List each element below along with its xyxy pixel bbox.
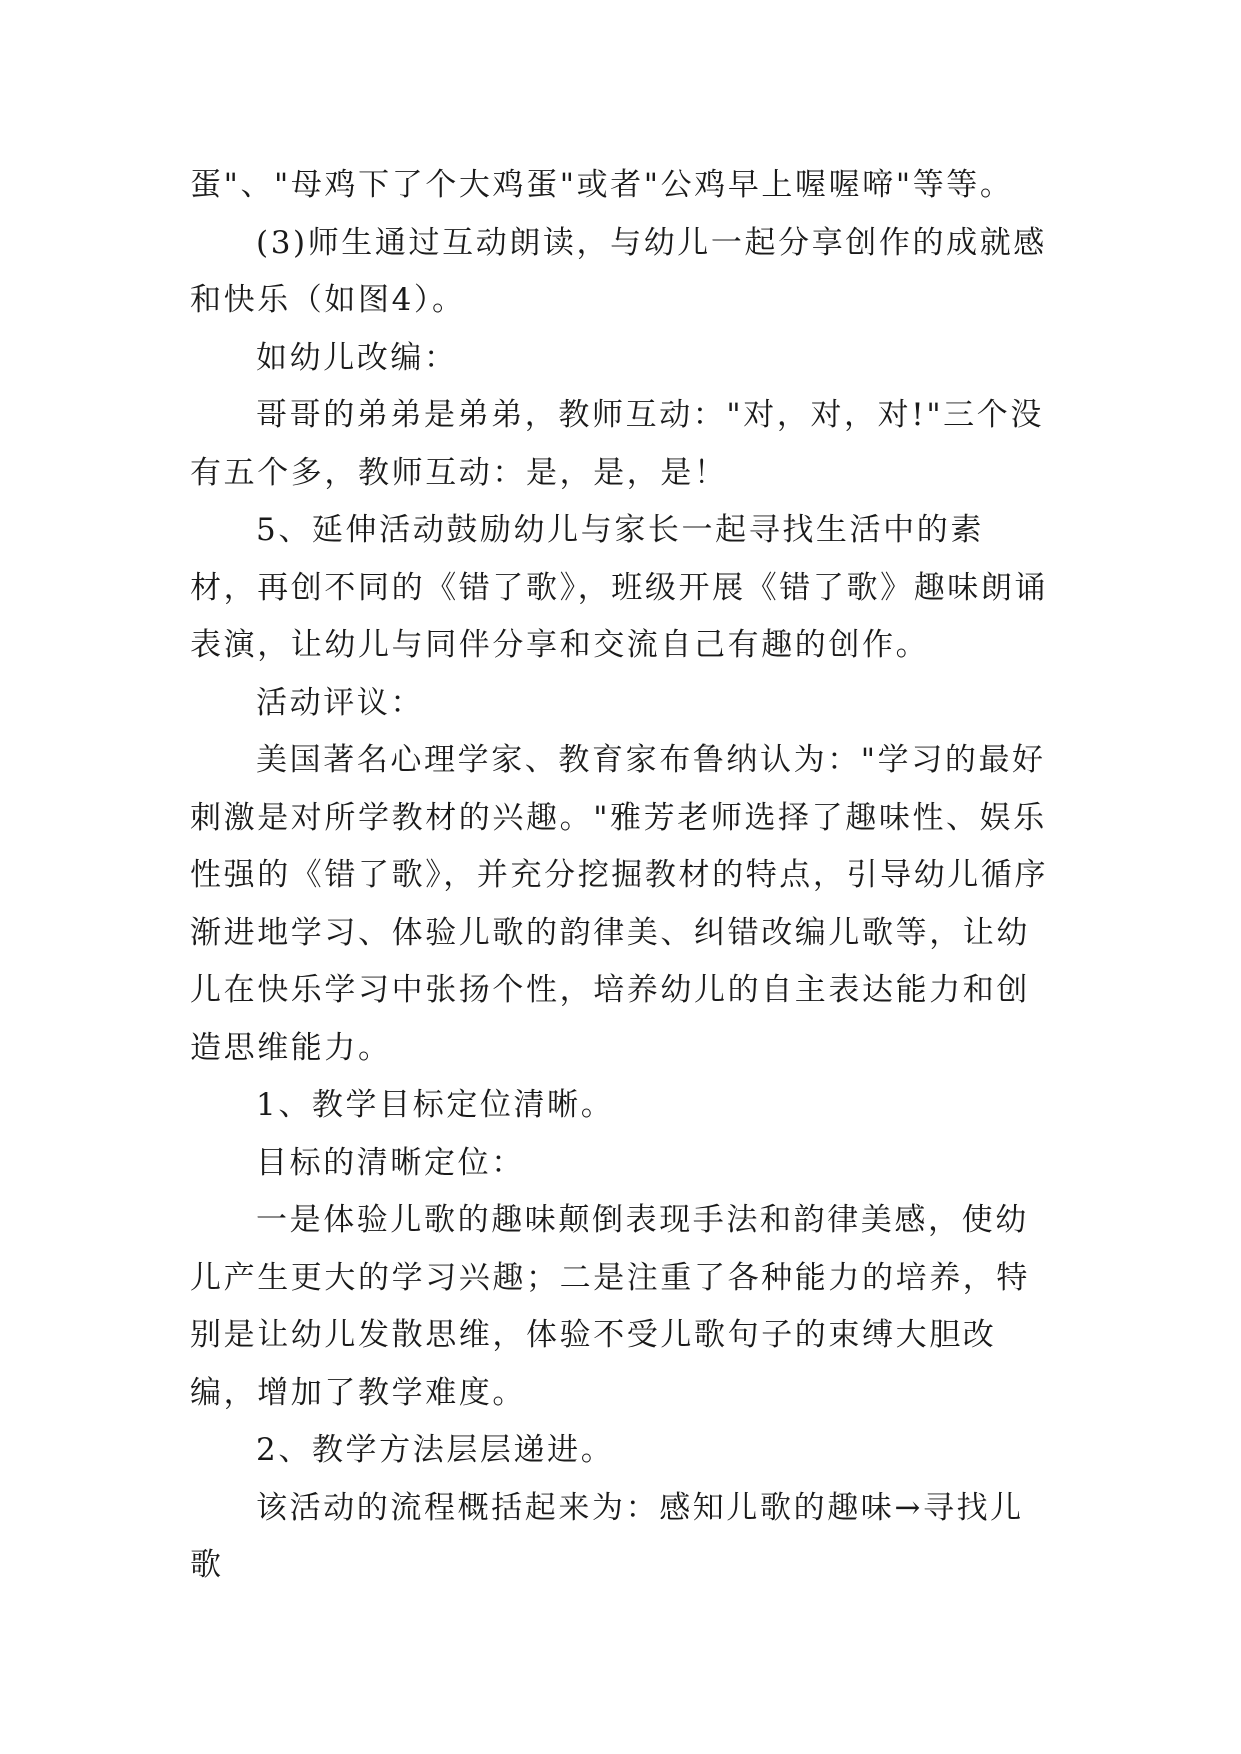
paragraph-step-3: (3)师生通过互动朗读，与幼儿一起分享创作的成就感和快乐（如图4）。	[190, 224, 1047, 318]
paragraph-continuation: 蛋"、"母鸡下了个大鸡蛋"或者"公鸡早上喔喔啼"等等。	[190, 167, 1014, 203]
section-heading-evaluation: 活动评议：	[256, 684, 424, 721]
document-body	[190, 157, 1050, 1595]
paragraph-example-intro: 如幼儿改编：	[256, 339, 458, 376]
subheading-goal: 1、教学目标定位清晰。	[256, 1087, 615, 1123]
paragraph-method: 该活动的流程概括起来为：感知儿歌的趣味→寻找儿歌	[190, 1489, 1024, 1583]
paragraph-example: 哥哥的弟弟是弟弟，教师互动："对，对，对!"三个没有五个多，教师互动：是，是，是！	[190, 397, 1044, 491]
paragraph-goal-intro: 目标的清晰定位：	[256, 1144, 525, 1181]
paragraph-step-5: 5、延伸活动鼓励幼儿与家长一起寻找生活中的素材，再创不同的《错了歌》，班级开展《错了歌》趣味朗诵表演，让幼儿与同伴分享和交流自己有趣的创作。	[190, 512, 1049, 663]
paragraph-evaluation: 美国著名心理学家、教育家布鲁纳认为："学习的最好刺激是对所学教材的兴趣。"雅芳老师选择了趣味性、娱乐性强的《错了歌》，并充分挖掘教材的特点，引导幼儿循序渐进地学习、体验儿歌的韵律美、纠错改编儿歌等，让幼儿在快乐学习中张扬个性，培养幼儿的自主表达能力和创造思维能力。	[190, 742, 1049, 1066]
subheading-method: 2、教学方法层层递进。	[256, 1432, 615, 1468]
paragraph-goal-details: 一是体验儿歌的趣味颠倒表现手法和韵律美感，使幼儿产生更大的学习兴趣；二是注重了各种能力的培养，特别是让幼儿发散思维，体验不受儿歌句子的束缚大胆改编，增加了教学难度。	[190, 1202, 1030, 1411]
